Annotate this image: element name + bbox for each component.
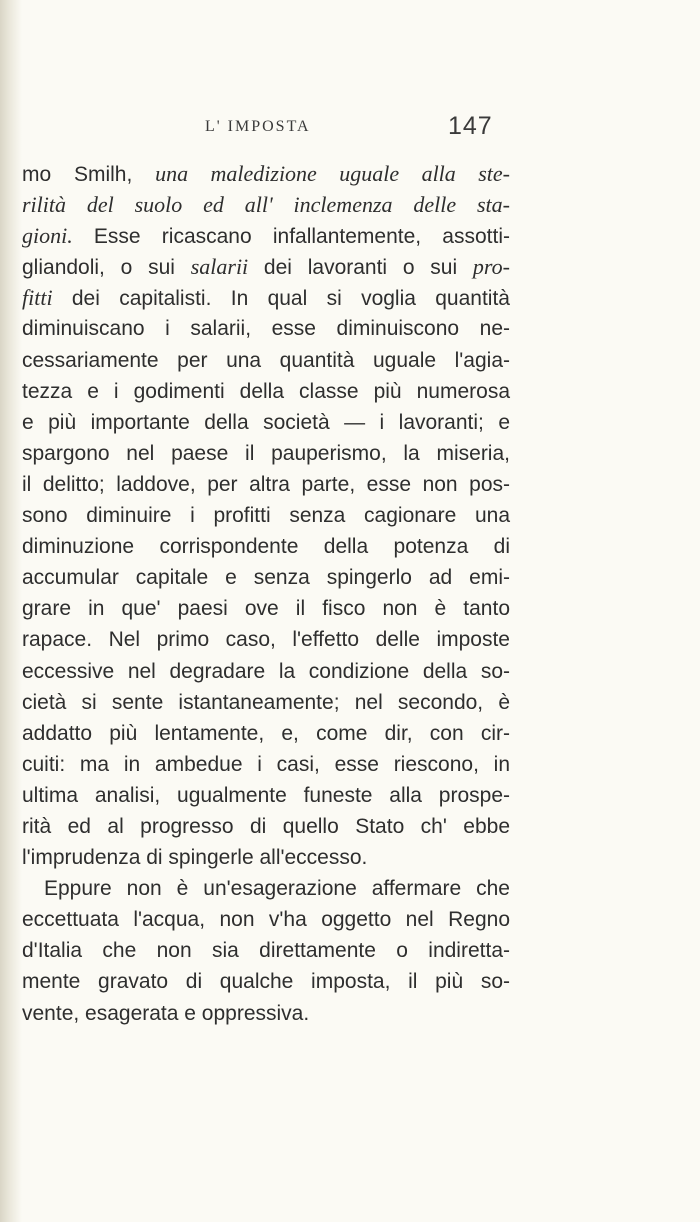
text-line	[22, 998, 510, 1029]
text-run: vente, esagerata e oppressiva.	[22, 1001, 310, 1025]
text-line	[22, 562, 510, 593]
text-run: addatto più lentamente, e, come dir, con cir-	[22, 721, 510, 745]
text-run: cietà si sente istantaneamente; nel secondo, è	[22, 690, 510, 714]
text-run: e più importante della società — i lavoranti; e	[22, 410, 510, 434]
text-run: eccessive nel degradare la condizione della so-	[22, 659, 510, 683]
text-run: d'Italia che non sia direttamente o indiretta-	[22, 939, 510, 963]
text-line	[22, 438, 510, 469]
text-run: eccettuata l'acqua, non v'ha oggetto nel Regno	[22, 908, 510, 932]
italic-text: salarii	[190, 254, 249, 280]
text-line	[22, 656, 510, 687]
italic-text: pro-	[472, 254, 510, 280]
text-run: spargono nel paese il pauperismo, la miseria,	[22, 441, 510, 465]
text-run: cuiti: ma in ambedue i casi, esse riescono, in	[22, 752, 510, 776]
text-line	[22, 189, 510, 220]
text-line	[22, 500, 510, 531]
text-run: mo Smilh,	[22, 163, 156, 186]
text-line	[22, 251, 510, 282]
text-run: mente gravato di qualche imposta, il più so-	[22, 970, 510, 994]
italic-text: una maledizione uguale alla ste-	[155, 161, 510, 186]
text-run: accumular capitale e senza spingerlo ad emi-	[22, 566, 510, 590]
text-run: dei lavoranti o sui	[248, 256, 473, 280]
text-line	[22, 407, 510, 438]
text-line	[22, 531, 510, 562]
paragraph	[22, 158, 510, 873]
text-line	[22, 687, 510, 718]
text-line	[22, 966, 510, 997]
text-run: rità ed al progresso di quello Stato ch' ebbe	[22, 814, 510, 838]
running-header	[0, 112, 700, 142]
text-line	[22, 624, 510, 655]
italic-text: rilità del suolo ed all' inclemenza delle sta-	[22, 192, 510, 218]
page-number: 147	[448, 112, 493, 140]
paragraph	[22, 873, 510, 1028]
body-text	[22, 158, 510, 1029]
italic-text: fitti	[22, 285, 53, 311]
text-line	[22, 935, 510, 966]
text-line	[22, 282, 510, 313]
text-line	[22, 811, 510, 842]
text-run: tezza e i godimenti della classe più numerosa	[22, 379, 510, 403]
text-run: il delitto; laddove, per altra parte, esse non pos-	[22, 472, 510, 496]
text-line	[22, 873, 510, 904]
text-run: ultima analisi, ugualmente funeste alla prospe-	[22, 783, 510, 807]
text-line	[22, 749, 510, 780]
italic-text: gioni.	[22, 223, 73, 249]
text-run: grare in que' paesi ove il fisco non è tanto	[22, 597, 510, 621]
text-run: diminuiscano i salarii, esse diminuiscono ne-	[22, 317, 510, 341]
text-line	[22, 345, 510, 376]
text-run: dei capitalisti. In qual si voglia quantità	[52, 287, 510, 311]
text-line	[22, 904, 510, 935]
text-line	[22, 313, 510, 344]
text-line	[22, 376, 510, 407]
text-line	[22, 780, 510, 811]
text-run: rapace. Nel primo caso, l'effetto delle imposte	[22, 628, 510, 652]
text-run: Esse ricascano infallantemente, assotti-	[72, 225, 510, 249]
text-run: cessariamente per una quantità uguale l'agia-	[22, 348, 510, 372]
text-run: Eppure non è un'esagerazione affermare che	[44, 877, 510, 901]
text-line	[22, 842, 510, 873]
text-line	[22, 158, 510, 189]
text-line	[22, 718, 510, 749]
running-title: L' IMPOSTA	[205, 118, 311, 135]
text-run: gliandoli, o sui	[22, 256, 191, 280]
text-run: diminuzione corrispondente della potenza di	[22, 535, 510, 559]
text-line	[22, 469, 510, 500]
text-line	[22, 220, 510, 251]
text-run: sono diminuire i profitti senza cagionare una	[22, 504, 510, 528]
text-line	[22, 593, 510, 624]
page-gutter-shadow	[0, 0, 22, 1222]
text-run: l'imprudenza di spingerle all'eccesso.	[22, 846, 368, 870]
